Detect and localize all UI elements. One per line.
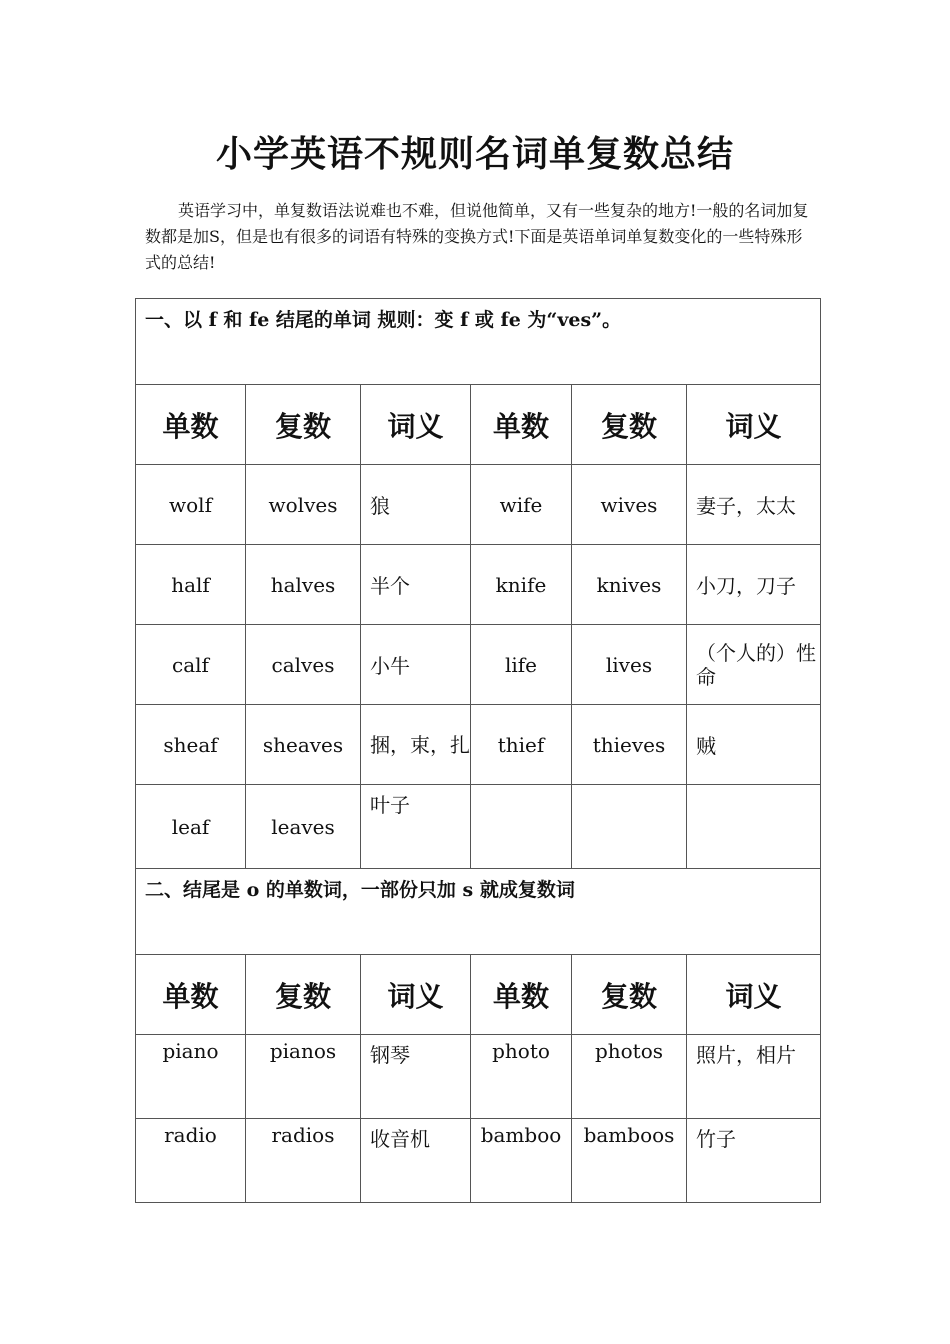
plural-cell: wolves — [246, 465, 361, 545]
table-row — [136, 625, 821, 705]
meaning-cell: 照片，相片 — [687, 1035, 821, 1119]
column-header: 词义 — [361, 955, 471, 1035]
plural-cell: halves — [246, 545, 361, 625]
singular-cell: knife — [471, 545, 572, 625]
meaning-cell: 妻子，太太 — [687, 465, 821, 545]
table-row — [136, 1119, 821, 1203]
singular-cell — [471, 785, 572, 869]
page-title: 小学英语不规则名词单复数总结 — [215, 133, 734, 175]
singular-cell: calf — [136, 625, 246, 705]
singular-cell: leaf — [136, 785, 246, 869]
column-header: 复数 — [246, 955, 361, 1035]
meaning-cell: 收音机 — [361, 1119, 471, 1203]
table-row — [136, 705, 821, 785]
section-2-header-row — [136, 955, 821, 1035]
meaning-cell: 狼 — [361, 465, 471, 545]
plural-cell: thieves — [572, 705, 687, 785]
column-header: 单数 — [136, 385, 246, 465]
intro-paragraph: 英语学习中，单复数语法说难也不难，但说他简单，又有一些复杂的地方!一般的名词加复数都是加S，但是也有很多的词语有特殊的变换方式!下面是英语单词单复数变化的一些特殊形式的总结! — [145, 201, 809, 272]
meaning-cell: 小牛 — [361, 625, 471, 705]
meaning-cell: 捆，束，扎 — [361, 705, 471, 785]
plural-cell: calves — [246, 625, 361, 705]
meaning-cell: 半个 — [361, 545, 471, 625]
section-2-heading-row — [136, 869, 821, 955]
meaning-cell: 小刀，刀子 — [687, 545, 821, 625]
plural-cell: pianos — [246, 1035, 361, 1119]
column-header: 复数 — [246, 385, 361, 465]
singular-cell: radio — [136, 1119, 246, 1203]
section-1-header-row — [136, 385, 821, 465]
plural-rules-table — [135, 298, 821, 1203]
meaning-cell — [687, 785, 821, 869]
plural-cell: photos — [572, 1035, 687, 1119]
column-header: 词义 — [687, 955, 821, 1035]
plural-cell: knives — [572, 545, 687, 625]
column-header: 单数 — [136, 955, 246, 1035]
section-1-heading: 一、以 f 和 fe 结尾的单词 规则：变 f 或 fe 为“ves”。 — [136, 299, 821, 385]
plural-cell: sheaves — [246, 705, 361, 785]
singular-cell: half — [136, 545, 246, 625]
meaning-cell: （个人的）性命 — [687, 625, 821, 705]
plural-cell — [572, 785, 687, 869]
column-header: 复数 — [572, 385, 687, 465]
singular-cell: sheaf — [136, 705, 246, 785]
meaning-cell: 钢琴 — [361, 1035, 471, 1119]
meaning-cell: 贼 — [687, 705, 821, 785]
plural-cell: leaves — [246, 785, 361, 869]
section-2-heading: 二、结尾是 o 的单数词，一部份只加 s 就成复数词 — [136, 869, 821, 955]
column-header: 词义 — [687, 385, 821, 465]
meaning-cell: 竹子 — [687, 1119, 821, 1203]
column-header: 单数 — [471, 385, 572, 465]
singular-cell: thief — [471, 705, 572, 785]
column-header: 词义 — [361, 385, 471, 465]
singular-cell: wolf — [136, 465, 246, 545]
singular-cell: bamboo — [471, 1119, 572, 1203]
plural-cell: bamboos — [572, 1119, 687, 1203]
singular-cell: photo — [471, 1035, 572, 1119]
plural-cell: radios — [246, 1119, 361, 1203]
table-row — [136, 545, 821, 625]
singular-cell: piano — [136, 1035, 246, 1119]
singular-cell: wife — [471, 465, 572, 545]
column-header: 单数 — [471, 955, 572, 1035]
plural-cell: lives — [572, 625, 687, 705]
table-row — [136, 1035, 821, 1119]
table-row — [136, 465, 821, 545]
section-1-heading-row — [136, 299, 821, 385]
table-row — [136, 785, 821, 869]
column-header: 复数 — [572, 955, 687, 1035]
singular-cell: life — [471, 625, 572, 705]
meaning-cell: 叶子 — [361, 785, 471, 869]
plural-cell: wives — [572, 465, 687, 545]
